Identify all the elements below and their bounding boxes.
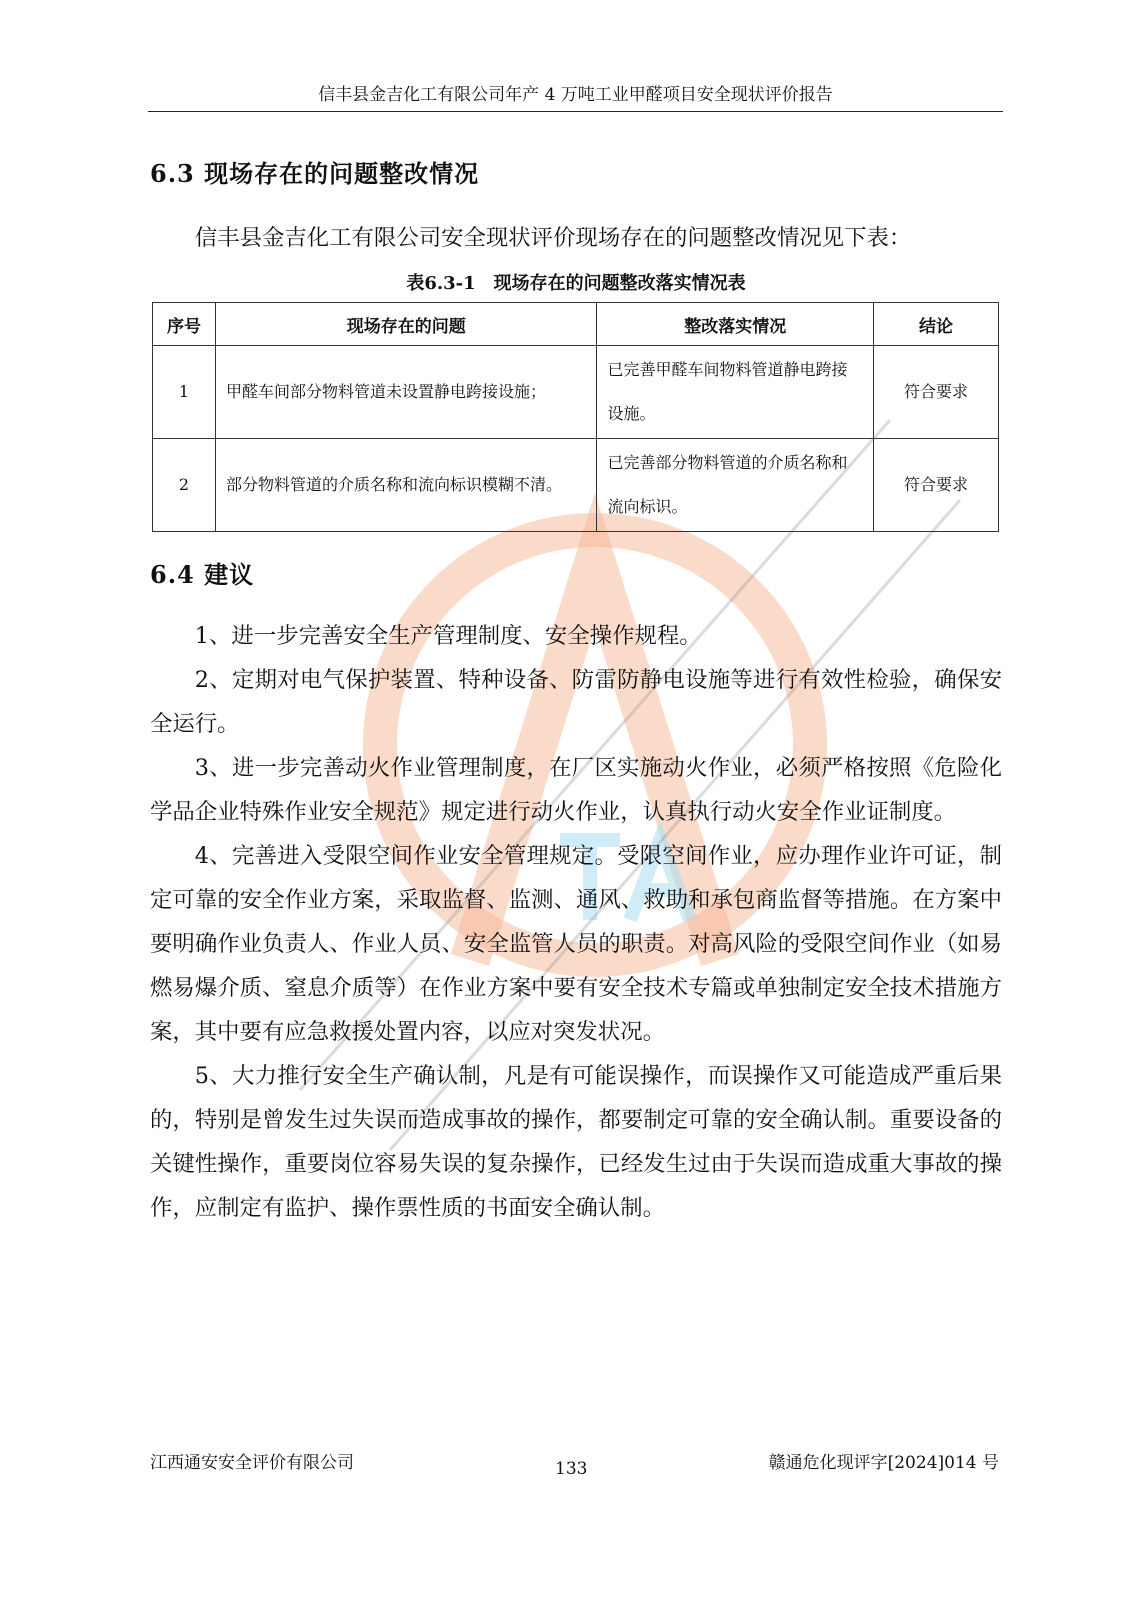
cell-rectification: 已完善甲醛车间物料管道静电跨接设施。 xyxy=(597,346,874,439)
recommendation-3: 3、进一步完善动火作业管理制度，在厂区实施动火作业，必须严格按照《危险化学品企业特殊作业安全规范》规定进行动火作业，认真执行动火安全作业证制度。 xyxy=(150,755,1002,825)
cell-index: 2 xyxy=(153,439,216,532)
section-heading-6-3: 6.3 现场存在的问题整改情况 xyxy=(150,159,480,188)
section-heading-6-4: 6.4 建议 xyxy=(150,560,255,589)
section-intro: 信丰县金吉化工有限公司安全现状评价现场存在的问题整改情况见下表： xyxy=(194,225,912,251)
cell-problem: 甲醛车间部分物料管道未设置静电跨接设施； xyxy=(215,346,597,439)
header-cell: 序号 xyxy=(153,303,216,346)
header-cell: 结论 xyxy=(874,303,999,346)
cell-problem: 部分物料管道的介质名称和流向标识模糊不清。 xyxy=(215,439,597,532)
header-cell: 现场存在的问题 xyxy=(215,303,597,346)
footer-company: 江西通安安全评价有限公司 xyxy=(150,1453,354,1473)
recommendation-1: 1、进一步完善安全生产管理制度、安全操作规程。 xyxy=(194,623,702,649)
recommendation-5: 5、大力推行安全生产确认制，凡是有可能误操作，而误操作又可能造成严重后果的，特别是曾发生过失误而造成事故的操作，都要制定可靠的安全确认制。重要设备的关键性操作，重要岗位容易失误的复杂操作，已经发生过由于失误而造成重大事故的操作，应制定有监护、操作票性质的书面安全确认制。 xyxy=(150,1063,1002,1221)
header-cell: 整改落实情况 xyxy=(597,303,874,346)
rectification-table xyxy=(152,302,999,532)
recommendations-list xyxy=(150,614,1002,1230)
cell-conclusion: 符合要求 xyxy=(874,346,999,439)
cell-rectification: 已完善部分物料管道的介质名称和流向标识。 xyxy=(597,439,874,532)
table-row xyxy=(153,346,999,439)
footer-doc-number: 赣通危化现评字[2024]014 号 xyxy=(768,1453,999,1473)
page-number: 133 xyxy=(555,1459,588,1479)
table-caption: 表6.3-1 现场存在的问题整改落实情况表 xyxy=(406,273,746,294)
recommendation-4: 4、完善进入受限空间作业安全管理规定。受限空间作业，应办理作业许可证，制定可靠的安全作业方案，采取监督、监测、通风、救助和承包商监督等措施。在方案中要明确作业负责人、作业人员、安全监管人员的职责。对高风险的受限空间作业（如易燃易爆介质、窒息介质等）在作业方案中要有安全技术专篇或单独制定安全技术措施方案，其中要有应急救援处置内容，以应对突发状况。 xyxy=(150,843,1002,1045)
page-body xyxy=(150,158,1002,1230)
running-header: 信丰县金吉化工有限公司年产 4 万吨工业甲醛项目安全现状评价报告 xyxy=(148,80,1003,112)
recommendation-2: 2、定期对电气保护装置、特种设备、防雷防静电设施等进行有效性检验，确保安全运行。 xyxy=(150,667,1002,737)
table-header-row xyxy=(153,303,999,346)
cell-index: 1 xyxy=(153,346,216,439)
cell-conclusion: 符合要求 xyxy=(874,439,999,532)
table-row xyxy=(153,439,999,532)
